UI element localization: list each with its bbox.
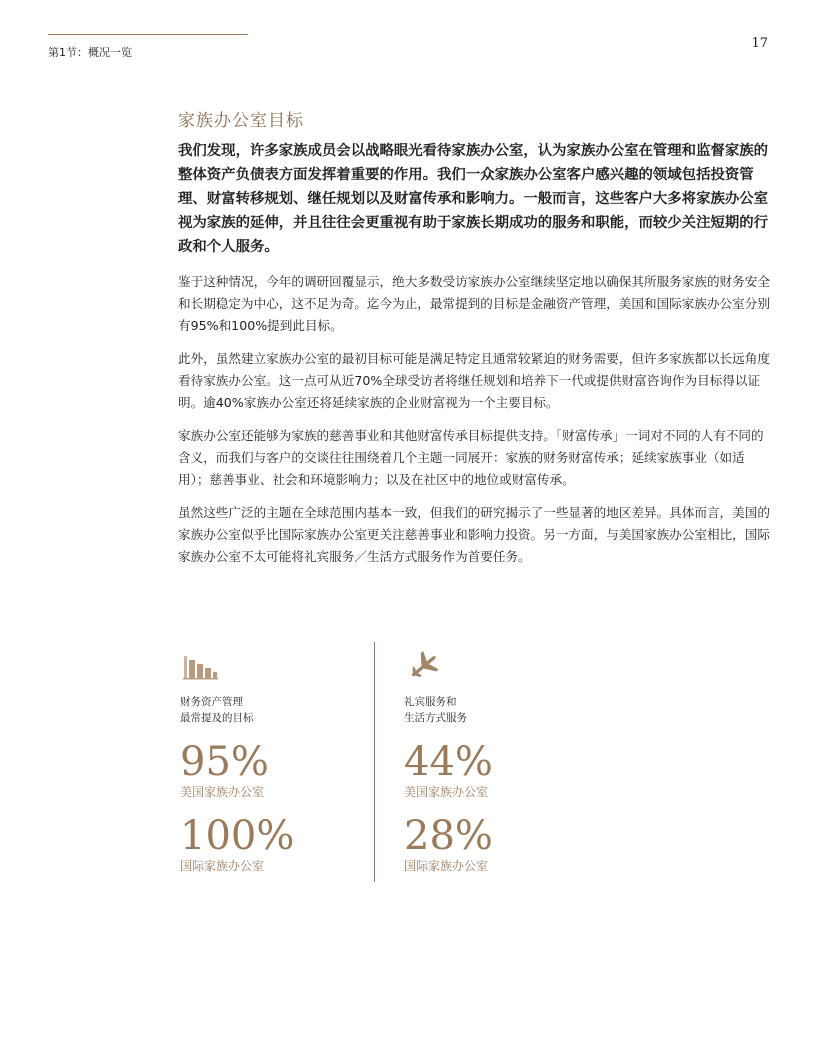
stat-caption-line1: 财务资产管理 xyxy=(180,696,243,708)
stat-label-us: 美国家族办公室 xyxy=(404,785,489,799)
stat-caption xyxy=(180,694,360,726)
section-label: 第1节：概况一览 xyxy=(48,46,132,59)
stat-label-us: 美国家族办公室 xyxy=(180,785,265,799)
airplane-icon xyxy=(404,650,444,682)
stat-value-intl: 100% xyxy=(180,813,295,859)
stat-column-asset-management xyxy=(180,650,360,874)
bar-chart-icon xyxy=(180,650,220,682)
main-content xyxy=(178,106,770,579)
stats-panel xyxy=(178,642,770,882)
body-paragraph-1: 鉴于这种情况，今年的调研回覆显示，绝大多数受访家族办公室继续坚定地以确保其所服务家族的财务安全和长期稳定为中心，这不足为奇。迄今为止，最常提到的目标是金融资产管理，美国和国际家族办公室分别有95%和100%提到此目标。 xyxy=(178,274,770,333)
body-paragraph-2: 此外，虽然建立家族办公室的最初目标可能是满足特定且通常较紧迫的财务需要，但许多家族都以长远角度看待家族办公室。这一点可从近70%全球受访者将继任规划和培养下一代或提供财富咨询作为目标得以证明。逾40%家族办公室还将延续家族的企业财富视为一个主要目标。 xyxy=(178,351,770,410)
page-number: 17 xyxy=(751,36,768,51)
stat-caption xyxy=(404,694,584,726)
stat-caption-line1: 礼宾服务和 xyxy=(404,696,457,708)
stat-label-intl: 国际家族办公室 xyxy=(180,859,265,873)
stat-value-us: 44% xyxy=(404,739,493,785)
stat-value-us: 95% xyxy=(180,739,269,785)
stat-caption-line2: 生活方式服务 xyxy=(404,712,467,724)
stat-column-concierge xyxy=(404,650,584,874)
header-rule xyxy=(48,34,248,35)
body-paragraph-3: 家族办公室还能够为家族的慈善事业和其他财富传承目标提供支持。「财富传承」一词对不同的人有不同的含义，而我们与客户的交谈往往围绕着几个主题一同展开：家族的财务财富传承；延续家族事业（如适用）；慈善事业、社会和环境影响力；以及在社区中的地位或财富传承。 xyxy=(178,428,764,487)
stat-value-intl: 28% xyxy=(404,813,493,859)
stat-caption-line2: 最常提及的目标 xyxy=(180,712,254,724)
body-paragraph-4: 虽然这些广泛的主题在全球范围内基本一致，但我们的研究揭示了一些显著的地区差异。具体而言，美国的家族办公室似乎比国际家族办公室更关注慈善事业和影响力投资。另一方面，与美国家族办公室相比，国际家族办公室不太可能将礼宾服务／生活方式服务作为首要任务。 xyxy=(178,505,770,564)
stats-divider xyxy=(374,642,375,882)
section-heading: 家族办公室目标 xyxy=(178,111,304,131)
stat-label-intl: 国际家族办公室 xyxy=(404,859,489,873)
lead-paragraph: 我们发现，许多家族成员会以战略眼光看待家族办公室，认为家族办公室在管理和监督家族的整体资产负债表方面发挥着重要的作用。我们一众家族办公室客户感兴趣的领域包括投资管理、财富转移规划、继任规划以及财富传承和影响力。一般而言，这些客户大多将家族办公室视为家族的延伸，并且往往会更重视有助于家族长期成功的服务和职能，而较少关注短期的行政和个人服务。 xyxy=(178,142,769,255)
